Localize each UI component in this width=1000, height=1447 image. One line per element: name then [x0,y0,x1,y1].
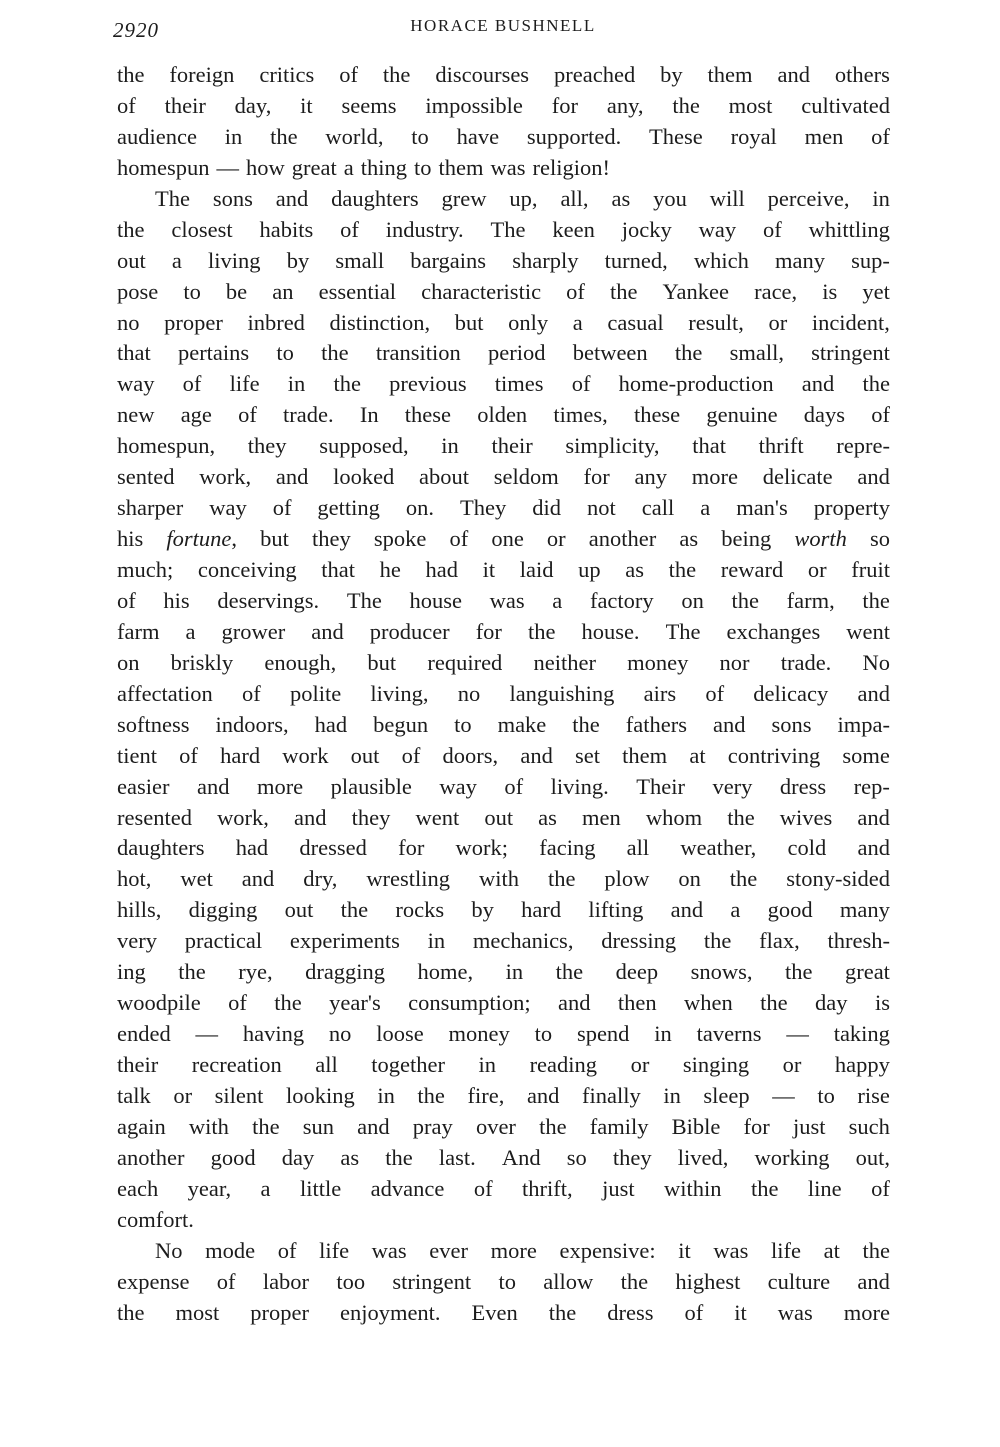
text-line: comfort. [117,1206,194,1232]
text-line: way of life in the previous times of home-production and the [117,371,890,397]
text-line: his fortune, but they spoke of one or another as being worth so [117,526,890,552]
text-line: expense of labor too stringent to allow the highest culture and [117,1268,890,1294]
text-line: the most proper enjoyment. Even the dress of it was more [117,1299,890,1325]
text-line: farm a grower and producer for the house. The exchanges went [117,618,890,644]
text-line: affectation of polite living, no languishing airs of delicacy and [117,680,890,706]
text-line: talk or silent looking in the fire, and finally in sleep — to rise [117,1082,890,1108]
text-line: homespun, they supposed, in their simplicity, that thrift repre- [117,433,890,459]
text-line: ended — having no loose money to spend in taverns — taking [117,1021,890,1047]
text-line: the foreign critics of the discourses preached by them and others [117,62,890,87]
text-line: homespun — how great a thing to them was religion! [117,154,610,180]
text-line: daughters had dressed for work; facing all weather, cold and [117,835,890,861]
text-line: ing the rye, dragging home, in the deep snows, the great [117,959,890,985]
text-line: again with the sun and pray over the family Bible for just such [117,1113,890,1139]
text-line: each year, a little advance of thrift, just within the line of [117,1175,890,1201]
text-line: easier and more plausible way of living. Their very dress rep- [117,773,890,799]
page-number: 2920 [113,18,159,42]
text-line: resented work, and they went out as men whom the wives and [117,804,890,830]
text-line: pose to be an essential characteristic of the Yankee race, is yet [117,278,890,304]
text-line: much; conceiving that he had it laid up as the reward or fruit [117,557,890,582]
text-line: audience in the world, to have supported. These royal men of [117,123,890,149]
text-line: new age of trade. In these olden times, these genuine days of [117,402,890,428]
text-line: of his deservings. The house was a factory on the farm, the [117,587,890,613]
text-line: hills, digging out the rocks by hard lifting and a good many [117,897,890,923]
text-line: The sons and daughters grew up, all, as you will perceive, in [155,185,890,211]
text-line: the closest habits of industry. The keen jocky way of whittling [117,216,890,242]
paragraph [117,60,890,184]
text-line: woodpile of the year's consumption; and then when the day is [117,990,890,1016]
body-text [117,60,890,1328]
text-line: their recreation all together in reading or singing or happy [117,1052,890,1077]
text-line: of their day, it seems impossible for any, the most cultivated [117,92,890,118]
text-line: that pertains to the transition period between the small, stringent [117,340,890,366]
text-line: no proper inbred distinction, but only a casual result, or incident, [117,309,890,335]
text-line: very practical experiments in mechanics, dressing the flax, thresh- [117,928,890,954]
running-title: HORACE BUSHNELL [410,16,596,35]
paragraph [117,184,890,1236]
paragraph [117,1236,890,1329]
text-line: No mode of life was ever more expensive: it was life at the [155,1237,890,1263]
text-line: out a living by small bargains sharply turned, which many sup- [117,247,890,273]
text-line: softness indoors, had begun to make the fathers and sons impa- [117,711,890,737]
text-line: on briskly enough, but required neither money nor trade. No [117,649,890,675]
running-head [113,12,893,42]
text-line: another good day as the last. And so they lived, working out, [117,1144,890,1170]
text-line: sented work, and looked about seldom for any more delicate and [117,464,890,490]
text-line: sharper way of getting on. They did not call a man's property [117,495,890,521]
text-line: tient of hard work out of doors, and set them at contriving some [117,742,890,768]
text-line: hot, wet and dry, wrestling with the plow on the stony-sided [117,866,890,892]
